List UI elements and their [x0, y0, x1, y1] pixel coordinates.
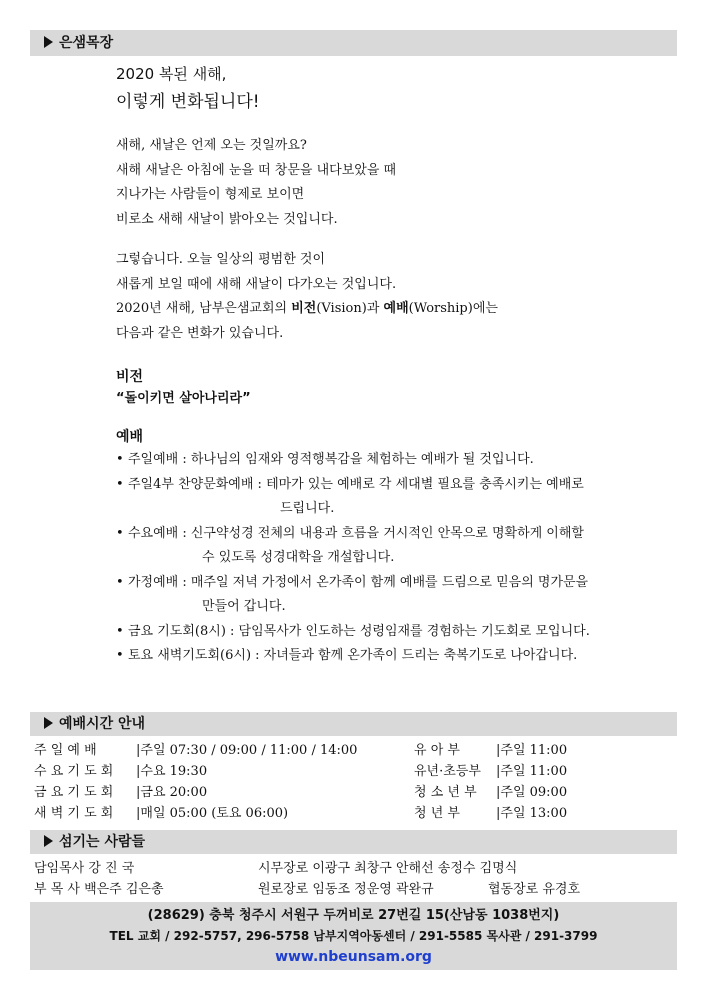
section-bar-eunsaem: [30, 30, 677, 56]
schedule-right-name: 청 년 부: [414, 806, 460, 821]
schedule-left-time: |금요 20:00: [136, 785, 208, 800]
paragraph-line: 새해 새날은 아침에 눈을 떠 창문을 내다보았을 때: [116, 162, 397, 178]
worship-item: [116, 571, 636, 620]
worship-item-continuation: 만들어 갑니다.: [202, 599, 286, 614]
associate-pastors: 부 목 사 백은주 김은총: [34, 882, 164, 897]
worship-item: [116, 620, 636, 645]
section-title: 섬기는 사람들: [59, 834, 146, 850]
schedule-left-time: |수요 19:30: [136, 764, 208, 779]
paragraph-line: 비로소 새해 새날이 밝아오는 것입니다.: [116, 211, 338, 227]
cooperating-elder: 협동장로 유경호: [488, 882, 581, 897]
paragraph-1: [116, 134, 636, 232]
worship-item-continuation: 드립니다.: [280, 501, 335, 516]
schedule-left-name: 새 벽 기 도 회: [34, 806, 114, 821]
section-title: 예배시간 안내: [59, 716, 146, 732]
text-span: 2020년 새해, 남부은샘교회의: [116, 301, 292, 316]
schedule-left-name: 금 요 기 도 회: [34, 785, 114, 800]
triangle-right-icon: [44, 717, 53, 729]
worship-keyword: 예배: [383, 301, 409, 316]
schedule-right-name: 유 아 부: [414, 743, 460, 758]
schedule-right-time: |주일 13:00: [496, 806, 568, 821]
worship-item: [116, 473, 636, 522]
vision-heading: 비전: [116, 369, 144, 385]
staff-row: [34, 879, 674, 900]
footer: [30, 902, 677, 970]
paragraph-line: 그렇습니다. 오늘 일상의 평범한 것이: [116, 252, 326, 267]
senior-pastor: 담임목사 강 진 국: [34, 861, 135, 876]
paragraph-line: 새롭게 보일 때에 새해 새날이 다가오는 것입니다.: [116, 276, 397, 292]
triangle-right-icon: [44, 36, 53, 48]
worship-item-text: 수요예배 : 신구약성경 전체의 내용과 흐름을 거시적인 안목으로 명확하게 이해할: [128, 525, 584, 541]
section-bar-schedule: [30, 712, 677, 736]
schedule-row: [34, 761, 674, 782]
schedule-row: [34, 740, 674, 761]
staff-list: [34, 858, 674, 900]
worship-item-text: 주일예배 : 하나님의 임재와 영적행복감을 체험하는 예배가 될 것입니다.: [128, 452, 534, 467]
article: [116, 60, 636, 669]
article-title-2: 이렇게 변화됩니다!: [116, 92, 260, 112]
vision-keyword: 비전: [291, 301, 317, 316]
worship-item-text: 금요 기도회(8시) : 담임목사가 인도하는 성령임재를 경험하는 기도회로 모입니다.: [128, 623, 590, 639]
schedule-left-time: |주일 07:30 / 09:00 / 11:00 / 14:00: [136, 743, 358, 758]
schedule-left-name: 주 일 예 배: [34, 743, 97, 758]
vision-quote: “돌이키면 살아나리라”: [116, 391, 251, 406]
worship-item-continuation: 수 있도록 성경대학을 개설합니다.: [202, 550, 395, 565]
text-span: (Vision)과: [316, 301, 384, 316]
schedule-right-time: |주일 11:00: [496, 764, 568, 779]
text-span: (Worship)에는: [408, 301, 498, 316]
article-title-1: 2020 복된 새해,: [116, 65, 227, 83]
worship-item: [116, 644, 636, 669]
paragraph-line: [116, 297, 636, 322]
section-title: 은샘목장: [59, 35, 114, 51]
schedule-right-name: 유년·초등부: [414, 764, 481, 779]
worship-item-text: 토요 새벽기도회(6시) : 자녀들과 함께 온가족이 드리는 축복기도로 나아갑니다.: [128, 648, 578, 663]
paragraph-2: [116, 248, 636, 346]
worship-list: [116, 448, 636, 669]
staff-row: [34, 858, 674, 879]
schedule-right-time: |주일 11:00: [496, 743, 568, 758]
schedule-left-time: |매일 05:00 (토요 06:00): [136, 806, 289, 821]
worship-item-text: 주일4부 찬양문화예배 : 테마가 있는 예배로 각 세대별 필요를 충족시키는 예배로: [128, 476, 584, 492]
serving-elders: 시무장로 이광구 최창구 안해선 송정수 김명식: [258, 861, 518, 876]
phone-numbers: TEL 교회 / 292-5757, 296-5758 남부지역아동센터 / 291-5585 목사관 / 291-3799: [109, 929, 598, 943]
worship-item: [116, 522, 636, 571]
schedule-right-time: |주일 09:00: [496, 785, 568, 800]
address: (28629) 충북 청주시 서원구 두꺼비로 27번길 15(산남동 1038번지): [147, 908, 560, 923]
emeritus-elders: 원로장로 임동조 정운영 곽완규: [258, 882, 434, 897]
schedule-left-name: 수 요 기 도 회: [34, 764, 114, 779]
paragraph-line: 새해, 새날은 언제 오는 것일까요?: [116, 138, 307, 153]
schedule-table: [34, 740, 674, 824]
paragraph-line: 지나가는 사람들이 형제로 보이면: [116, 187, 305, 202]
worship-heading: 예배: [116, 429, 144, 445]
schedule-right-name: 청 소 년 부: [414, 785, 477, 800]
worship-item: [116, 448, 636, 473]
website-link[interactable]: www.nbeunsam.org: [275, 949, 432, 965]
section-bar-staff: [30, 830, 677, 854]
paragraph-line: 다음과 같은 변화가 있습니다.: [116, 325, 284, 341]
schedule-row: [34, 782, 674, 803]
schedule-row: [34, 803, 674, 824]
triangle-right-icon: [44, 835, 53, 847]
worship-item-text: 가정예배 : 매주일 저녁 가정에서 온가족이 함께 예배를 드림으로 믿음의 명가문을: [128, 574, 589, 590]
